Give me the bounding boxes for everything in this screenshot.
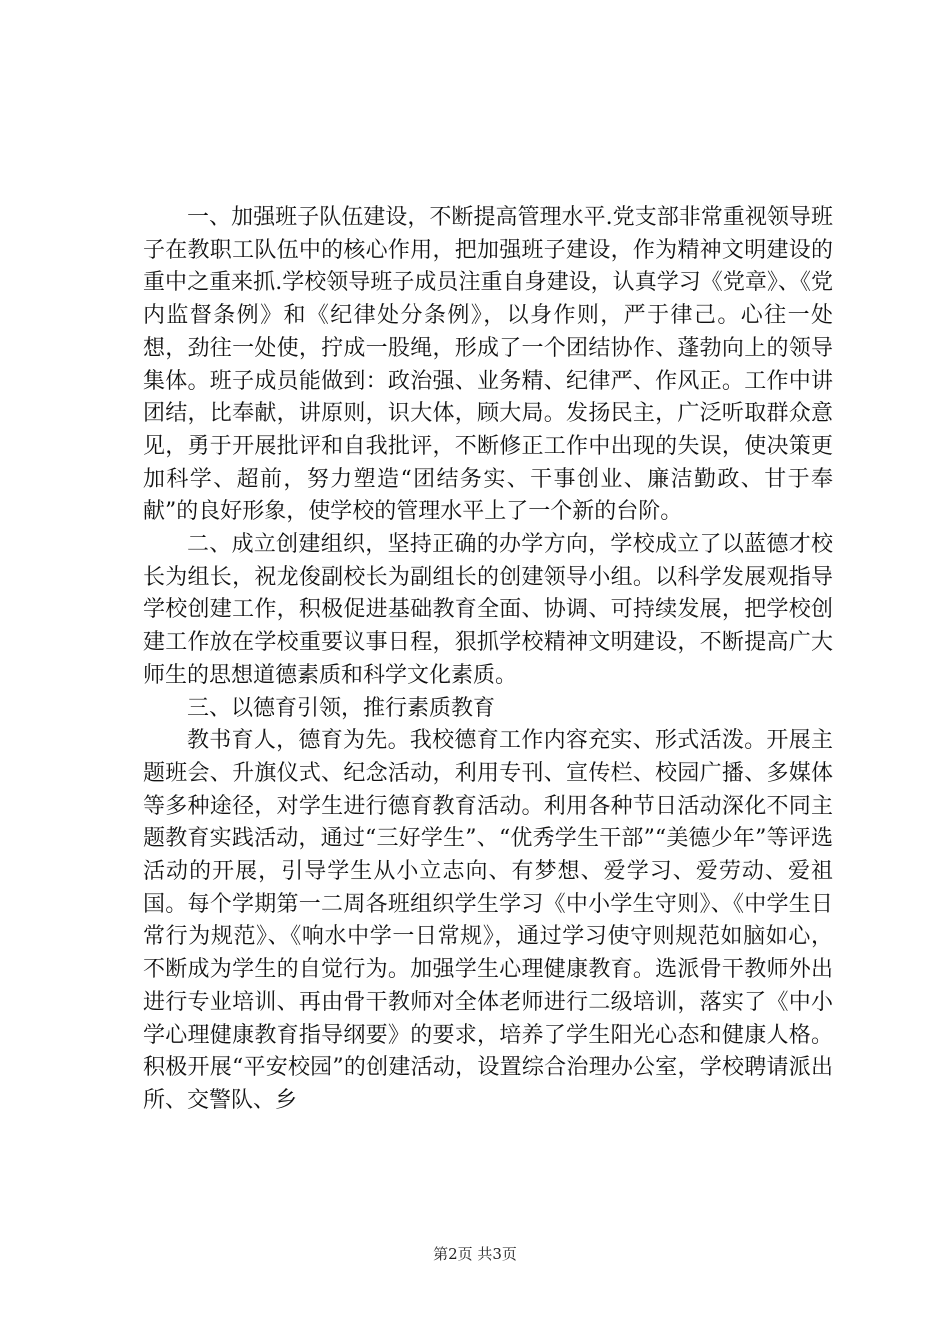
document-body (143, 202, 833, 1118)
paragraph-team-building: 一、加强班子队伍建设，不断提高管理水平.党支部非常重视领导班子在教职工队伍中的核心作用，把加强班子建设，作为精神文明建设的重中之重来抓.学校领导班子成员注重自身建设，认真学习《党章》、《党内监督条例》和《纪律处分条例》，以身作则，严于律己。心往一处想，劲往一处使，拧成一股绳，形成了一个团结协作、蓬勃向上的领导集体。班子成员能做到：政治强、业务精、纪律严、作风正。工作中讲团结，比奉献，讲原则，识大体，顾大局。发扬民主，广泛听取群众意见，勇于开展批评和自我批评，不断修正工作中出现的失误，使决策更加科学、超前，努力塑造“团结务实、干事创业、廉洁勤政、甘于奉献”的良好形象，使学校的管理水平上了一个新的台阶。 (143, 205, 833, 525)
page-footer: 第2页 共3页 (433, 1245, 517, 1263)
paragraph-moral-education: 教书育人，德育为先。我校德育工作内容充实、形式活泼。开展主题班会、升旗仪式、纪念活动，利用专刊、宣传栏、校园广播、多媒体等多种途径，对学生进行德育教育活动。利用各种节日活动深化不同主题教育实践活动，通过“三好学生”、“优秀学生干部”“美德少年”等评选活动的开展，引导学生从小立志向、有梦想、爱学习、爱劳动、爱祖国。每个学期第一二周各班组织学生学习《中小学生守则》、《中学生日常行为规范》、《响水中学一日常规》，通过学习使守则规范如脑如心，不断成为学生的自觉行为。加强学生心理健康教育。选派骨干教师外出进行专业培训、再由骨干教师对全体老师进行二级培训，落实了《中小学心理健康教育指导纲要》的要求，培养了学生阳光心态和健康人格。积极开展“平安校园”的创建活动，设置综合治理办公室，学校聘请派出所、交警队、乡 (143, 728, 833, 1113)
paragraph-moral-education-heading: 三、以德育引领，推行素质教育 (187, 695, 496, 721)
paragraph-organization: 二、成立创建组织，坚持正确的办学方向，学校成立了以蓝德才校长为组长，祝龙俊副校长为副组长的创建领导小组。以科学发展观指导学校创建工作，积极促进基础教育全面、协调、可持续发展，把学校创建工作放在学校重要议事日程，狠抓学校精神文明建设，不断提高广大师生的思想道德素质和科学文化素质。 (143, 532, 833, 688)
